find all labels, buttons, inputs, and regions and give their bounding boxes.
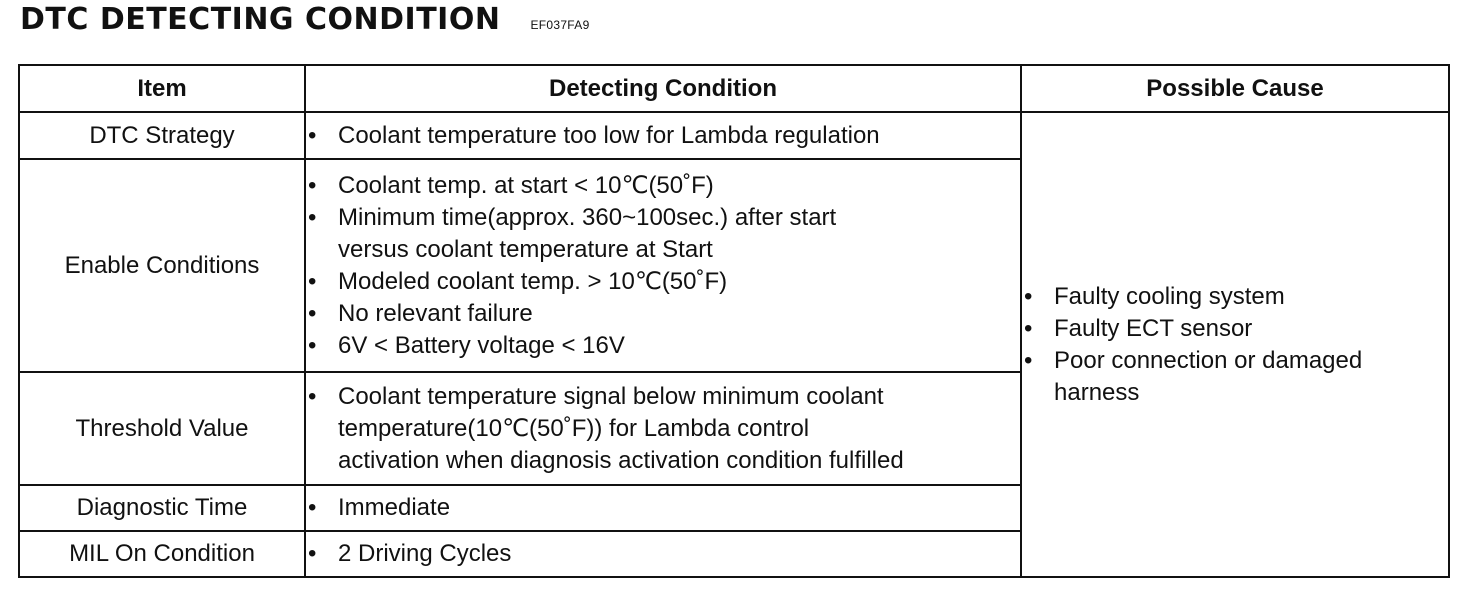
condition-bullet: • Modeled coolant temp. > 10℃(50˚F) <box>306 266 1020 298</box>
header-item: Item <box>19 65 305 112</box>
table-row <box>19 112 1449 159</box>
condition-bullet: • Immediate <box>306 492 1020 524</box>
condition-bullet: • Minimum time(approx. 360~100sec.) after start <box>306 202 1020 234</box>
condition-dtc-strategy <box>305 112 1021 159</box>
condition-bullet: • No relevant failure <box>306 298 1020 330</box>
item-threshold-value: Threshold Value <box>19 372 305 485</box>
condition-continuation: temperature(10℃(50˚F)) for Lambda control <box>338 414 810 442</box>
condition-threshold-value <box>305 372 1021 485</box>
page-title: DTC DETECTING CONDITION <box>20 2 501 37</box>
document-code: EF037FA9 <box>530 18 590 32</box>
item-dtc-strategy: DTC Strategy <box>19 112 305 159</box>
header-possible-cause: Possible Cause <box>1021 65 1449 112</box>
condition-continuation: activation when diagnosis activation condition fulfilled <box>338 446 904 474</box>
condition-mil-on-condition <box>305 531 1021 577</box>
cause-continuation: harness <box>1054 378 1140 406</box>
condition-bullet: • Coolant temperature signal below minimum coolant <box>306 381 1020 413</box>
condition-diagnostic-time <box>305 485 1021 531</box>
header-detecting-condition: Detecting Condition <box>305 65 1021 112</box>
dtc-condition-table <box>18 64 1450 578</box>
condition-bullet: • 2 Driving Cycles <box>306 538 1020 570</box>
page-heading <box>20 2 590 46</box>
condition-bullet: • Coolant temp. at start < 10℃(50˚F) <box>306 170 1020 202</box>
item-mil-on-condition: MIL On Condition <box>19 531 305 577</box>
condition-bullet: • 6V < Battery voltage < 16V <box>306 330 1020 362</box>
condition-bullet: • Coolant temperature too low for Lambda regulation <box>306 120 1020 152</box>
cause-bullet: • Faulty cooling system <box>1022 281 1448 313</box>
cause-bullet: • Poor connection or damaged <box>1022 345 1448 377</box>
condition-continuation: versus coolant temperature at Start <box>338 235 713 263</box>
possible-cause-cell <box>1021 112 1449 577</box>
cause-bullet: • Faulty ECT sensor <box>1022 313 1448 345</box>
item-diagnostic-time: Diagnostic Time <box>19 485 305 531</box>
item-enable-conditions: Enable Conditions <box>19 159 305 372</box>
condition-enable-conditions <box>305 159 1021 372</box>
table-header-row <box>19 65 1449 112</box>
